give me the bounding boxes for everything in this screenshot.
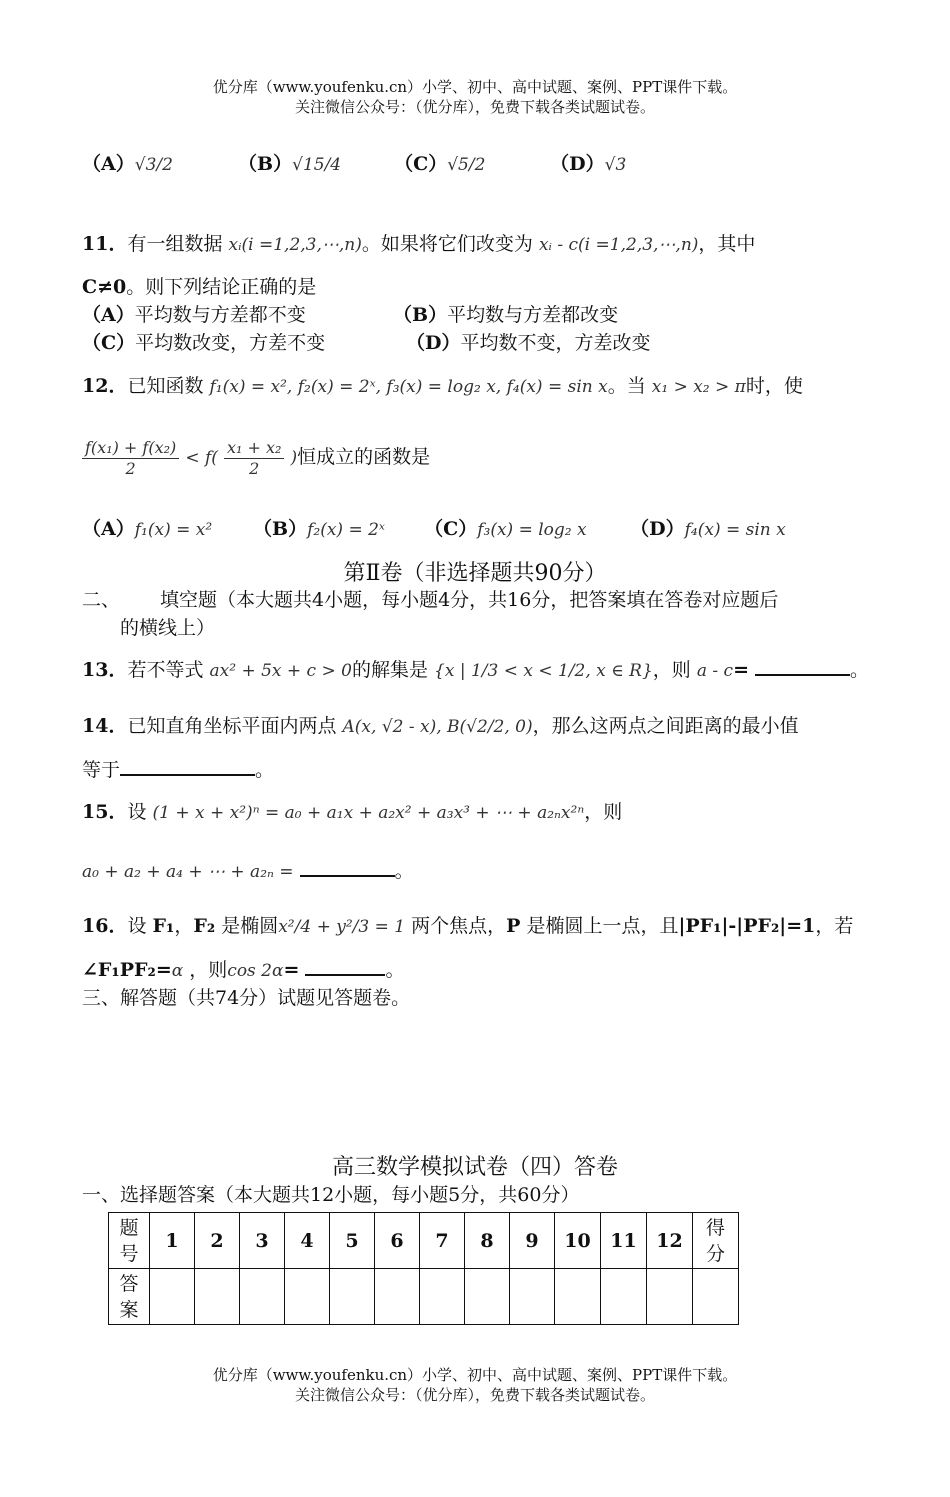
answer-table-header-row <box>109 1213 739 1269</box>
header-line-2: 关注微信公众号：（优分库），免费下载各类试题试卷。 <box>294 98 655 116</box>
q11-stem-cont: C≠0。则下列结论正确的是 <box>82 276 317 298</box>
q-number-4: 4 <box>285 1213 330 1269</box>
q15-stem: 15．设 (1 + x + x²)ⁿ = a₀ + a₁x + a₂x² + a₃x³ + ⋯ + a₂ₙx²ⁿ，则 <box>82 801 623 823</box>
q15-answer-blank[interactable] <box>300 857 395 877</box>
q10-option-d: （D）√3 <box>550 153 627 175</box>
q-number-5: 5 <box>330 1213 375 1269</box>
answer-cell[interactable] <box>240 1269 285 1325</box>
answer-cell[interactable] <box>555 1269 601 1325</box>
q12-inequality: $\frac{\text{f(x₁) + f(x₂)}}{2}$ < f( $\frac{\text{x₁ + x₂}}{2}$ )恒成立的函数是 <box>82 432 430 483</box>
q10-option-b: （B）√15/4 <box>238 153 342 175</box>
q10-option-a: （A）√3/2 <box>82 153 173 175</box>
section2-heading-cont: 的横线上） <box>120 617 216 639</box>
q12-options: （A）f₁(x) = x² （B）f₂(x) = 2ˣ （C）f₃(x) = log₂ x （D）f₄(x) = sin x <box>82 518 786 540</box>
footer-line-1: 优分库（www.youfenku.cn）小学、初中、高中试题、案例、PPT课件下载。 <box>212 1366 738 1384</box>
q14-stem-cont: 等于 。 <box>82 756 274 784</box>
answer-cell[interactable] <box>330 1269 375 1325</box>
score-cell[interactable] <box>693 1269 739 1325</box>
section3: 三、解答题（共74分）试题见答题卷。 <box>82 987 411 1009</box>
answer-cell[interactable] <box>285 1269 330 1325</box>
q-number-7: 7 <box>420 1213 465 1269</box>
q16-stem: 16．设 F₁，F₂ 是椭圆x²/4 + y²/3 = 1 两个焦点，P 是椭圆上一点，且|PF₁|-|PF₂|=1，若 <box>82 915 854 937</box>
q-number-3: 3 <box>240 1213 285 1269</box>
answer-table <box>108 1212 739 1325</box>
q-number-6: 6 <box>375 1213 420 1269</box>
q-number-2: 2 <box>195 1213 240 1269</box>
q16-answer-blank[interactable] <box>305 956 385 976</box>
answer-table-answer-row <box>109 1269 739 1325</box>
answer-cell[interactable] <box>420 1269 465 1325</box>
q11-options-row2: （C）平均数改变，方差不变 （D）平均数不变，方差改变 <box>82 332 651 354</box>
row-head-number: 题号 <box>109 1213 150 1269</box>
answer-cell[interactable] <box>601 1269 647 1325</box>
answer-cell[interactable] <box>150 1269 195 1325</box>
answer-cell[interactable] <box>195 1269 240 1325</box>
part2-title: 第Ⅱ卷（非选择题共90分） <box>343 561 607 586</box>
row-head-answer: 答案 <box>109 1269 150 1325</box>
q12-stem: 12．已知函数 f₁(x) = x², f₂(x) = 2ˣ, f₃(x) = log₂ x, f₄(x) = sin x。当 x₁ > x₂ > π时，使 <box>82 375 803 397</box>
q14-answer-blank[interactable] <box>120 756 255 776</box>
answer-sheet-subtitle: 一、选择题答案（本大题共12小题，每小题5分，共60分） <box>82 1184 580 1206</box>
answer-cell[interactable] <box>510 1269 555 1325</box>
answer-sheet-title: 高三数学模拟试卷（四）答卷 <box>331 1155 618 1180</box>
q13-answer-blank[interactable] <box>755 656 850 676</box>
q16-stem-cont: ∠F₁PF₂=α ，则cos 2α= 。 <box>82 956 404 985</box>
q-number-8: 8 <box>465 1213 510 1269</box>
score-head: 得分 <box>693 1213 739 1269</box>
answer-cell[interactable] <box>647 1269 693 1325</box>
q13: 13．若不等式 ax² + 5x + c > 0的解集是 {x | 1/3 < x < 1/2, x ∈ R}，则 a - c= 。 <box>82 656 869 685</box>
answer-cell[interactable] <box>375 1269 420 1325</box>
footer-line-2: 关注微信公众号：（优分库），免费下载各类试题试卷。 <box>294 1386 655 1404</box>
q14-stem: 14．已知直角坐标平面内两点 A(x, √2 - x), B(√2/2, 0)，那么这两点之间距离的最小值 <box>82 715 799 737</box>
answer-cell[interactable] <box>465 1269 510 1325</box>
header-line-1: 优分库（www.youfenku.cn）小学、初中、高中试题、案例、PPT课件下载。 <box>212 78 738 96</box>
q-number-12: 12 <box>647 1213 693 1269</box>
q15-answer: a₀ + a₂ + a₄ + ⋯ + a₂ₙ = 。 <box>82 857 414 886</box>
q-number-10: 10 <box>555 1213 601 1269</box>
section2-heading: 二、 填空题（本大题共4小题，每小题4分，共16分，把答案填在答卷对应题后 <box>82 589 779 611</box>
q11-stem: 11．有一组数据 xᵢ(i =1,2,3,⋯,n)。如果将它们改变为 xᵢ - c(i =1,2,3,⋯,n)，其中 <box>82 233 756 255</box>
q11-options-row1: （A）平均数与方差都不变 （B）平均数与方差都改变 <box>82 304 619 326</box>
q-number-9: 9 <box>510 1213 555 1269</box>
q10-options <box>82 150 700 179</box>
q-number-11: 11 <box>601 1213 647 1269</box>
q-number-1: 1 <box>150 1213 195 1269</box>
q10-option-c: （C）√5/2 <box>394 153 486 175</box>
